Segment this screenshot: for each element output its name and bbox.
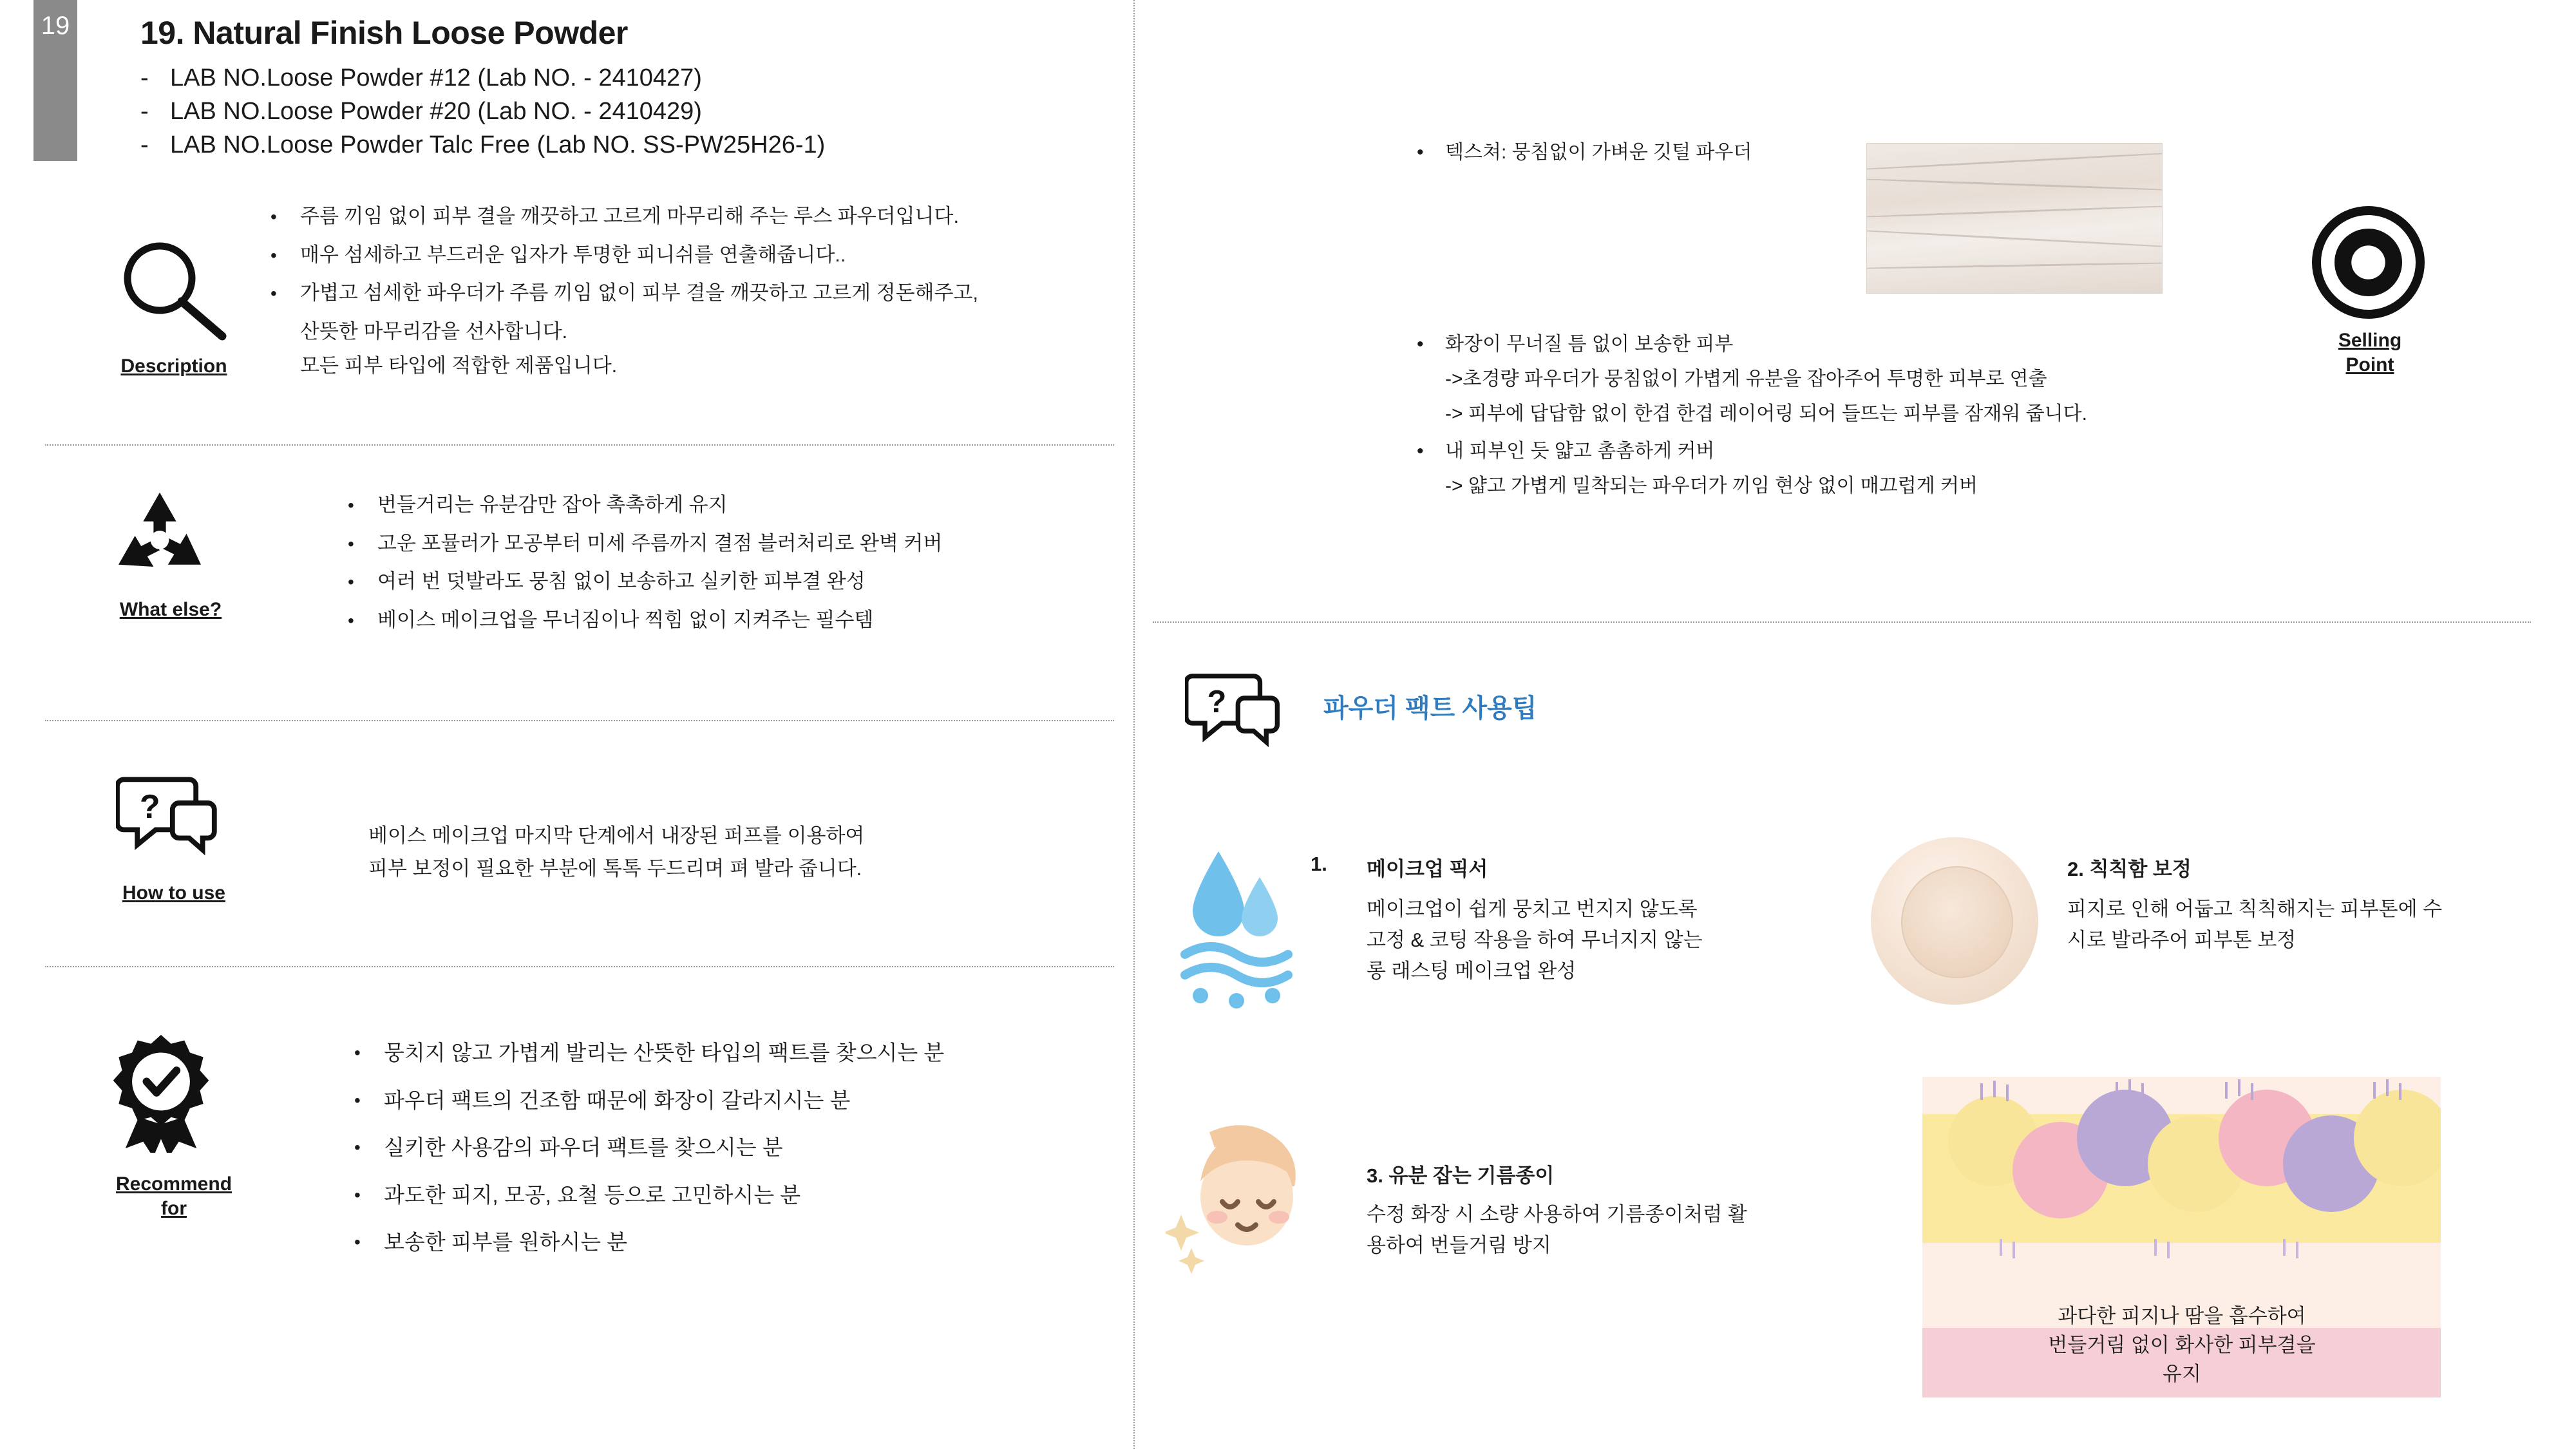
tip-body [1367, 894, 1946, 987]
text-line: 수정 화장 시 소량 사용하여 기름종이처럼 활 [1367, 1203, 1747, 1226]
list-item: - LAB NO.Loose Powder #12 (Lab NO. - 2410427) [140, 64, 702, 91]
list-item: - LAB NO.Loose Powder Talc Free (Lab NO. SS-PW25H26-1) [140, 131, 826, 159]
bullet-dot: • [270, 283, 277, 304]
sub-line: -> 피부에 답답함 없이 한겹 한겹 레이어링 되어 들뜨는 피부를 잠재워 줍니다. [1445, 403, 2087, 424]
left-column [0, 0, 1133, 1449]
description-continuation-line: 산뜻한 마무리감을 선사합니다. [300, 319, 568, 343]
powder-pan-inner [1901, 866, 2013, 978]
bullet-dot: • [1417, 440, 1424, 462]
water-drops-icon [1172, 844, 1301, 1011]
question-speech-icon [116, 773, 219, 857]
bullet-dot: • [354, 1137, 361, 1158]
bullet-dot: • [354, 1232, 361, 1253]
tip-heading: 3. 유분 잡는 기름종이 [1367, 1164, 1555, 1187]
description-bullets [270, 206, 1101, 375]
bullet-dot: • [1417, 334, 1424, 355]
sub-line: ->초경량 파우더가 뭉침없이 가볍게 유분을 잡아주어 투명한 피부로 연출 [1445, 368, 2047, 390]
tip-heading: 메이크업 픽서 [1367, 858, 1488, 880]
list-item: • 뭉치지 않고 가볍게 발리는 산뜻한 타입의 팩트를 찾으시는 분 [354, 1041, 945, 1065]
text-line: 롱 래스팅 메이크업 완성 [1367, 960, 1577, 983]
tip-body [1367, 1199, 1946, 1261]
bullet-dot: • [348, 572, 354, 592]
list-item: • 여러 번 덧발라도 뭉침 없이 보송하고 실키한 피부결 완성 [348, 570, 866, 593]
list-item: • 파우더 팩트의 건조함 때문에 화장이 갈라지시는 분 [354, 1088, 851, 1112]
text-line: 메이크업이 쉽게 뭉치고 번지지 않도록 [1367, 898, 1698, 920]
tip-body [2067, 894, 2576, 956]
section-divider [45, 444, 1114, 446]
text-line: 용하여 번들거림 방지 [1367, 1234, 1551, 1257]
recommend-for-bullets [354, 1042, 1114, 1270]
text-line: 베이스 메이크업 마지막 단계에서 내장된 퍼프를 이용하여 [368, 824, 865, 847]
selling-point-bullets-2 [1417, 335, 2512, 511]
list-item: • 내 피부인 듯 얇고 촘촘하게 커버 [1417, 440, 1715, 462]
list-item: • 매우 섬세하고 부드러운 입자가 투명한 피니쉬를 연출해줍니다.. [270, 243, 846, 266]
award-badge-icon [103, 1030, 219, 1153]
list-item: • 과도한 피지, 모공, 요철 등으로 고민하시는 분 [354, 1182, 801, 1207]
section-divider [1153, 621, 2531, 623]
what-else-label: What else? [119, 599, 222, 620]
list-item: • 주름 끼임 없이 피부 결을 깨끗하고 고르게 마무리해 주는 루스 파우더입니다. [270, 205, 960, 227]
selling-point-label: Selling Point [2338, 330, 2402, 375]
section-divider [45, 720, 1114, 721]
bullet-dot: • [1417, 142, 1424, 163]
sub-line: -> 얇고 가볍게 밀착되는 파우더가 끼임 현상 없이 매끄럽게 커버 [1445, 475, 1978, 497]
oil-paper-caption [1866, 1302, 2497, 1389]
list-item: • 가볍고 섬세한 파우더가 주름 끼임 없이 피부 결을 깨끗하고 고르게 정돈해주고, [270, 281, 979, 305]
list-item: • 실키한 사용감의 파우더 팩트를 찾으시는 분 [354, 1135, 783, 1160]
bullet-dot: • [348, 610, 354, 630]
question-speech-icon [1185, 670, 1282, 748]
face-icon [1166, 1114, 1333, 1275]
list-item: - LAB NO.Loose Powder #20 (Lab NO. - 2410429) [140, 98, 702, 126]
tips-section-title: 파우더 팩트 사용팁 [1323, 694, 1537, 723]
recommend-for-label: Recommend for [115, 1173, 232, 1219]
list-item: • 화장이 무너질 틈 없이 보송한 피부 [1417, 334, 1734, 355]
page-title: 19. Natural Finish Loose Powder [140, 15, 628, 51]
tip-heading: 2. 칙칙함 보정 [2067, 858, 2192, 880]
description-continuation-line: 모든 피부 타입에 적합한 제품입니다. [300, 354, 618, 377]
text-line: 시로 발라주어 피부톤 보정 [2067, 929, 2297, 952]
svg-text:?: ? [139, 788, 160, 826]
bullet-dot: • [354, 1184, 361, 1205]
recycle-icon [108, 484, 211, 587]
svg-text:?: ? [1207, 684, 1227, 719]
bullet-dot: • [270, 207, 277, 227]
section-divider [45, 966, 1114, 967]
list-item: • 보송한 피부를 원하시는 분 [354, 1230, 628, 1255]
list-item: • 고운 포뮬러가 모공부터 미세 주름까지 결점 블러처리로 완벽 커버 [348, 531, 943, 554]
how-to-use-text [368, 819, 1109, 885]
list-item: • 텍스쳐: 뭉침없이 가벼운 깃털 파우더 [1417, 142, 1752, 163]
text-line: 과다한 피지나 땀을 흡수하여 [2058, 1305, 2306, 1327]
page-number: 19 [41, 12, 70, 40]
bullet-dot: • [348, 533, 354, 554]
text-line: 번들거림 없이 화사한 피부결을 [2048, 1333, 2316, 1356]
bullet-dot: • [354, 1090, 361, 1110]
text-line: 피지로 인해 어둡고 칙칙해지는 피부톤에 수 [2067, 898, 2443, 920]
target-dot-icon [2312, 206, 2425, 319]
loose-powder-texture-photo [1866, 143, 2163, 294]
text-line: 피부 보정이 필요한 부분에 톡톡 두드리며 펴 발라 줍니다. [368, 857, 862, 880]
tip-number: 1. [1311, 853, 1327, 875]
text-line: 유지 [2163, 1362, 2201, 1385]
list-item: • 번들거리는 유분감만 잡아 촉촉하게 유지 [348, 493, 728, 516]
bullet-dot: • [348, 495, 354, 515]
oil-paper-illustration [1922, 1077, 2441, 1328]
bullet-dot: • [354, 1043, 361, 1063]
description-label: Description [120, 355, 227, 377]
text-line: 고정 & 코팅 작용을 하여 무너지지 않는 [1367, 929, 1703, 952]
bullet-dot: • [270, 245, 277, 265]
how-to-use-label: How to use [122, 882, 225, 904]
what-else-bullets [348, 495, 1108, 648]
magnifier-icon [109, 238, 232, 341]
list-item: • 베이스 메이크업을 무너짐이나 찍힘 없이 지켜주는 필수템 [348, 608, 874, 631]
